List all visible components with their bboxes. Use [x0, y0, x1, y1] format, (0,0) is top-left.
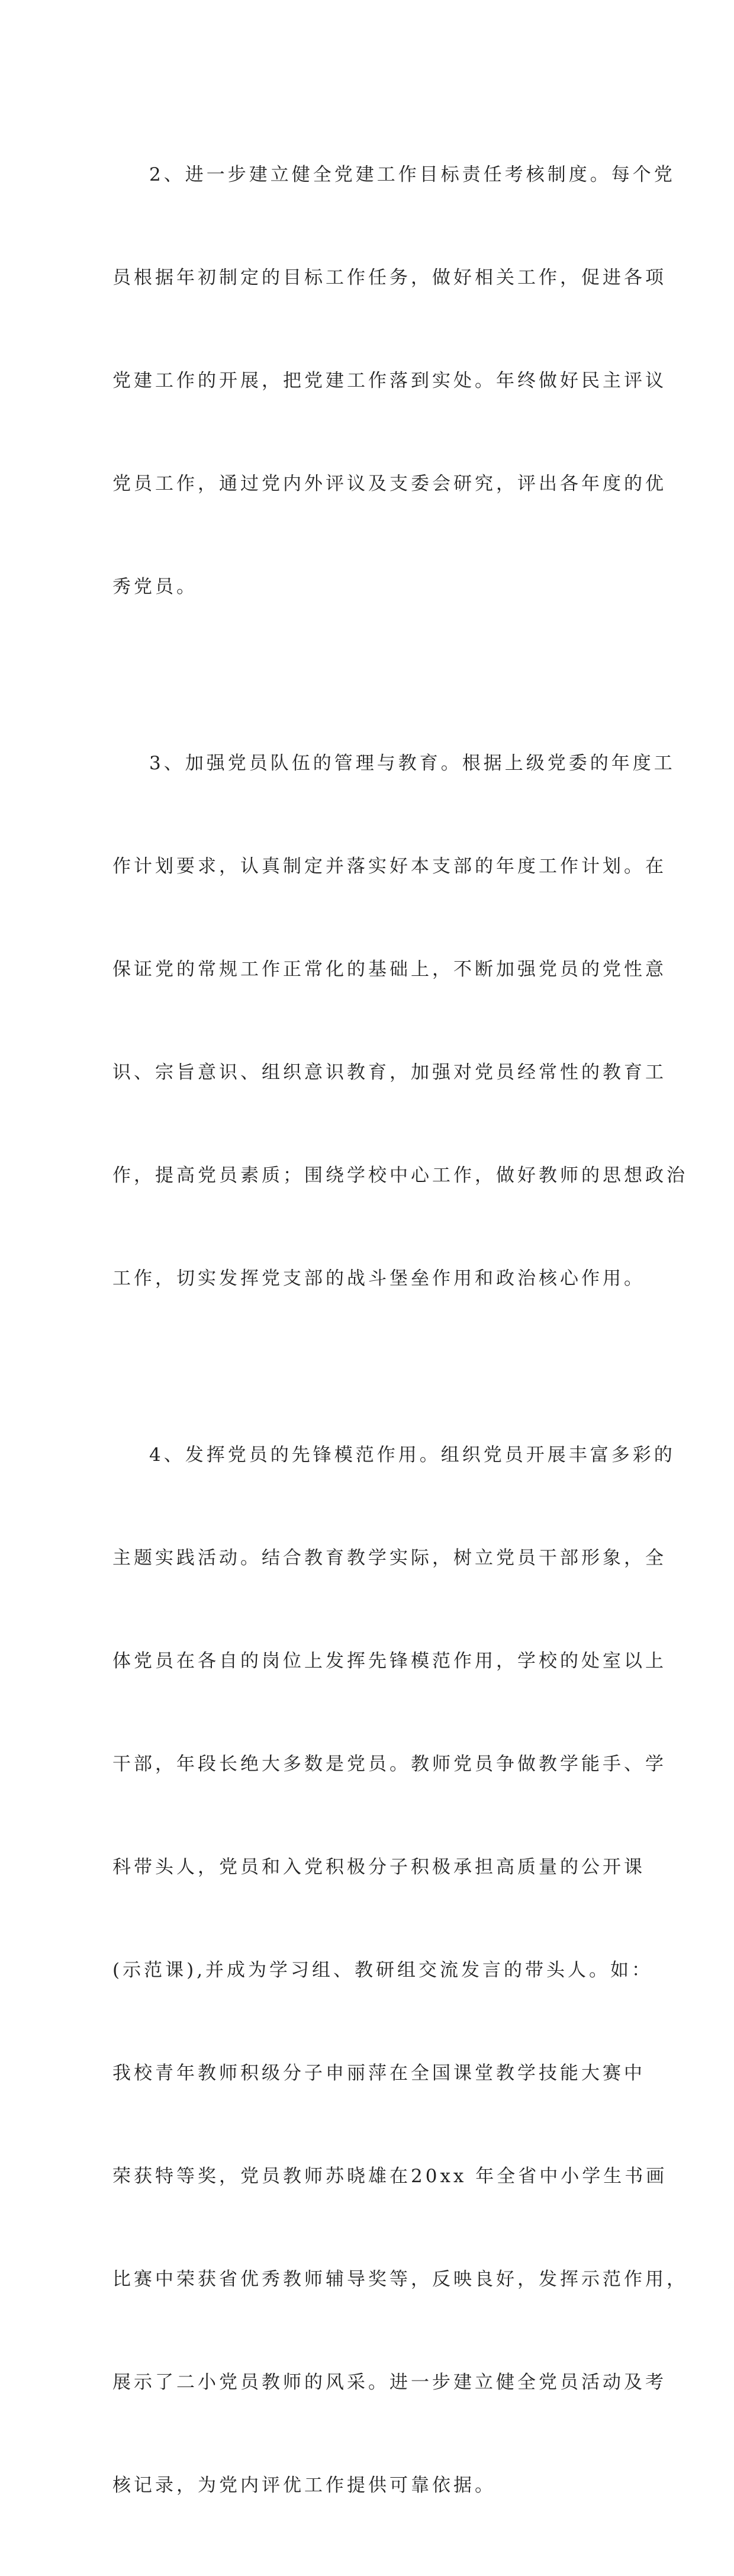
paragraph-line: 员根据年初制定的目标工作任务，做好相关工作，促进各项: [112, 267, 667, 288]
paragraph-line: 识、宗旨意识、组织意识教育，加强对党员经常性的教育工: [112, 1062, 667, 1083]
paragraph-line: 核记录，为党内评优工作提供可靠依据。: [112, 2475, 496, 2496]
document-body: [112, 89, 688, 2576]
paragraph-line: 党建工作的开展，把党建工作落到实处。年终做好民主评议: [112, 370, 667, 391]
paragraph-line: 党员工作，通过党内外评议及支委会研究，评出各年度的优: [112, 473, 667, 494]
paragraph-line: 2、进一步建立健全党建工作目标责任考核制度。每个党: [149, 164, 675, 185]
paragraph-line: 作，提高党员素质；围绕学校中心工作，做好教师的思想政治: [112, 1165, 688, 1186]
paragraph-line: 展示了二小党员教师的风采。进一步建立健全党员活动及考: [112, 2372, 667, 2393]
paragraph-3: [112, 677, 688, 1364]
paragraph-line: 干部，年段长绝大多数是党员。教师党员争做教学能手、学: [112, 1753, 667, 1775]
paragraph-line: 3、加强党员队伍的管理与教育。根据上级党委的年度工: [149, 753, 675, 774]
paragraph-2: [112, 89, 675, 673]
paragraph-line: 荣获特等奖，党员教师苏晓雄在20xx 年全省中小学生书画: [112, 2166, 668, 2187]
paragraph-line: 作计划要求，认真制定并落实好本支部的年度工作计划。在: [112, 856, 667, 877]
paragraph-line: 我校青年教师积级分子申丽萍在全国课堂教学技能大赛中: [112, 2063, 645, 2084]
paragraph-line: 体党员在各自的岗位上发挥先锋模范作用，学校的处室以上: [112, 1650, 667, 1672]
paragraph-line: 秀党员。: [112, 576, 198, 598]
paragraph-line: (示范课),并成为学习组、教研组交流发言的带头人。如：: [112, 1960, 653, 1981]
paragraph-line: 工作，切实发挥党支部的战斗堡垒作用和政治核心作用。: [112, 1268, 645, 1289]
paragraph-line: 4、发挥党员的先锋模范作用。组织党员开展丰富多彩的: [149, 1444, 675, 1466]
paragraph-line: 保证党的常规工作正常化的基础上，不断加强党员的党性意: [112, 959, 667, 980]
paragraph-4: [112, 1369, 688, 2571]
paragraph-line: 比赛中荣获省优秀教师辅导奖等，反映良好，发挥示范作用，: [112, 2269, 688, 2290]
paragraph-line: 主题实践活动。结合教育教学实际，树立党员干部形象，全: [112, 1547, 667, 1569]
paragraph-line: 科带头人，党员和入党积极分子积极承担高质量的公开课: [112, 1856, 645, 1878]
